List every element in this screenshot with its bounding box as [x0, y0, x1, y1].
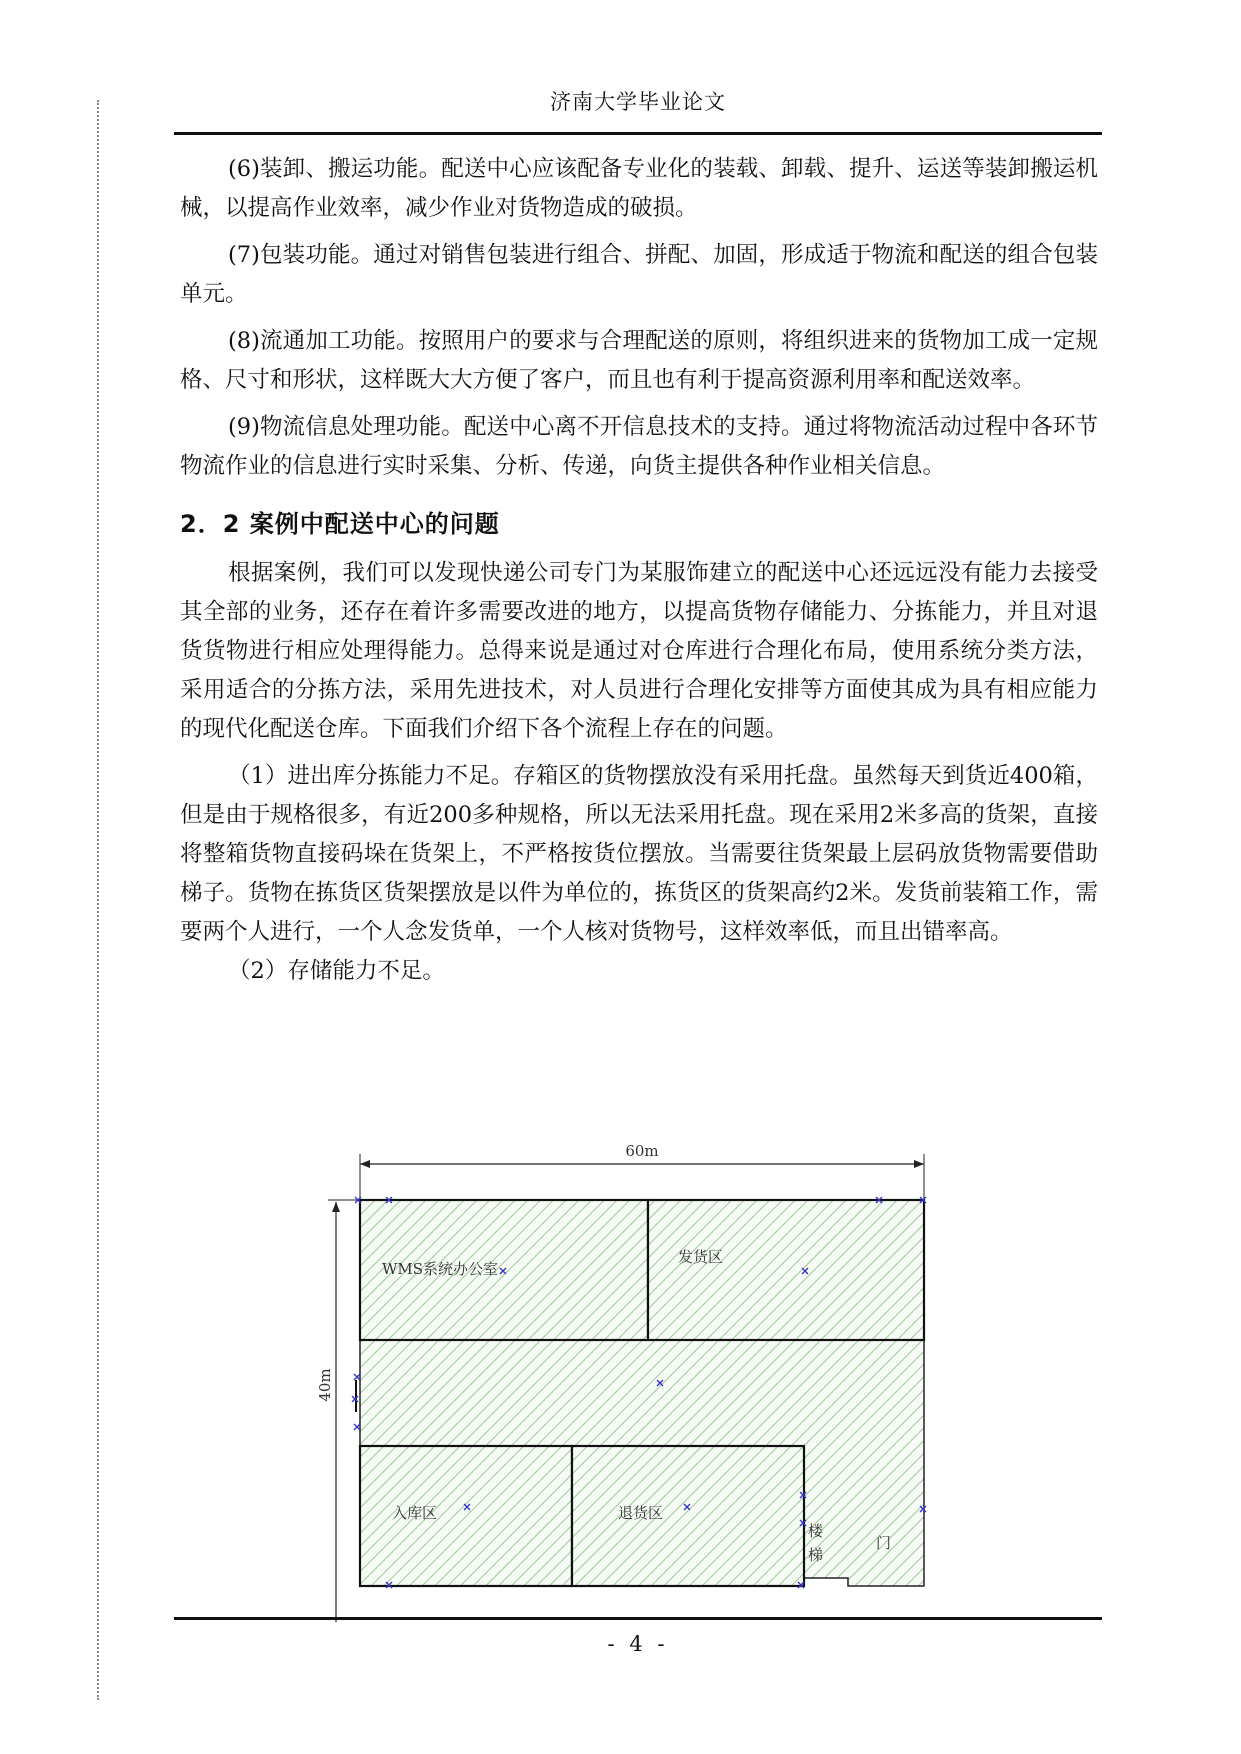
zone-office-label: WMS系统办公室 [382, 1260, 499, 1278]
zone-shipping-label: 发货区 [678, 1248, 724, 1266]
door-label: 门 [876, 1534, 892, 1552]
paragraph-processing-function: (8)流通加工功能。按照用户的要求与合理配送的原则，将组织进来的货物加工成一定规格、尺寸和形状，这样既大大方便了客户，而且也有利于提高资源利用率和配送效率。 [180, 328, 1098, 393]
zone-returns [572, 1446, 804, 1586]
stairs-label-1: 楼 [808, 1522, 824, 1540]
header-rule [174, 132, 1102, 135]
warehouse-layout-diagram [316, 1140, 1060, 1610]
zone-receiving-label: 入库区 [392, 1504, 438, 1522]
stairs-label-2: 梯 [808, 1546, 824, 1564]
paragraph-storage-capacity: （2）存储能力不足。 [228, 958, 445, 984]
footer-rule [174, 1617, 1102, 1620]
zone-returns-label: 退货区 [618, 1504, 664, 1522]
section-heading: 2．2 案例中配送中心的问题 [180, 510, 500, 538]
zone-shipping [648, 1200, 924, 1340]
width-label: 60m [625, 1142, 659, 1160]
body-text [180, 150, 1098, 991]
warehouse-layout-figure [316, 1140, 1060, 1610]
paragraph-case-analysis: 根据案例，我们可以发现快递公司专门为某服饰建立的配送中心还远远没有能力去接受其全部的业务，还存在着许多需要改进的地方，以提高货物存储能力、分拣能力，并且对退货货物进行相应处理得能力。总得来说是通过对仓库进行合理化布局，使用系统分类方法，采用适合的分拣方法，采用先进技术，对人员进行合理化安排等方面使其成为具有相应能力的现代化配送仓库。下面我们介绍下各个流程上存在的问题。 [180, 560, 1098, 742]
height-label: 40m [316, 1368, 334, 1402]
paragraph-packaging-function: (7)包装功能。通过对销售包装进行组合、拼配、加固，形成适于物流和配送的组合包装单元。 [180, 242, 1098, 307]
paragraph-sorting-capacity: （1）进出库分拣能力不足。存箱区的货物摆放没有采用托盘。虽然每天到货近400箱，但是由于规格很多，有近200多种规格，所以无法采用托盘。现在采用2米多高的货架，直接将整箱货物直接码垛在货架上，不严格按货位摆放。当需要往货架最上层码放货物需要借助梯子。货物在拣货区货架摆放是以件为单位的，拣货区的货架高约2米。发货前装箱工作，需要两个人进行，一个人念发货单，一个人核对货物号，这样效率低，而且出错率高。 [180, 763, 1098, 945]
binding-margin-line [97, 100, 99, 1700]
running-header: 济南大学毕业论文 [550, 90, 726, 114]
page-number: - 4 - [607, 1632, 669, 1656]
paragraph-loading-function: (6)装卸、搬运功能。配送中心应该配备专业化的装载、卸载、提升、运送等装卸搬运机械，以提高作业效率，减少作业对货物造成的破损。 [180, 156, 1098, 221]
paragraph-information-function: (9)物流信息处理功能。配送中心离不开信息技术的支持。通过将物流活动过程中各环节物流作业的信息进行实时采集、分析、传递，向货主提供各种作业相关信息。 [180, 414, 1098, 479]
